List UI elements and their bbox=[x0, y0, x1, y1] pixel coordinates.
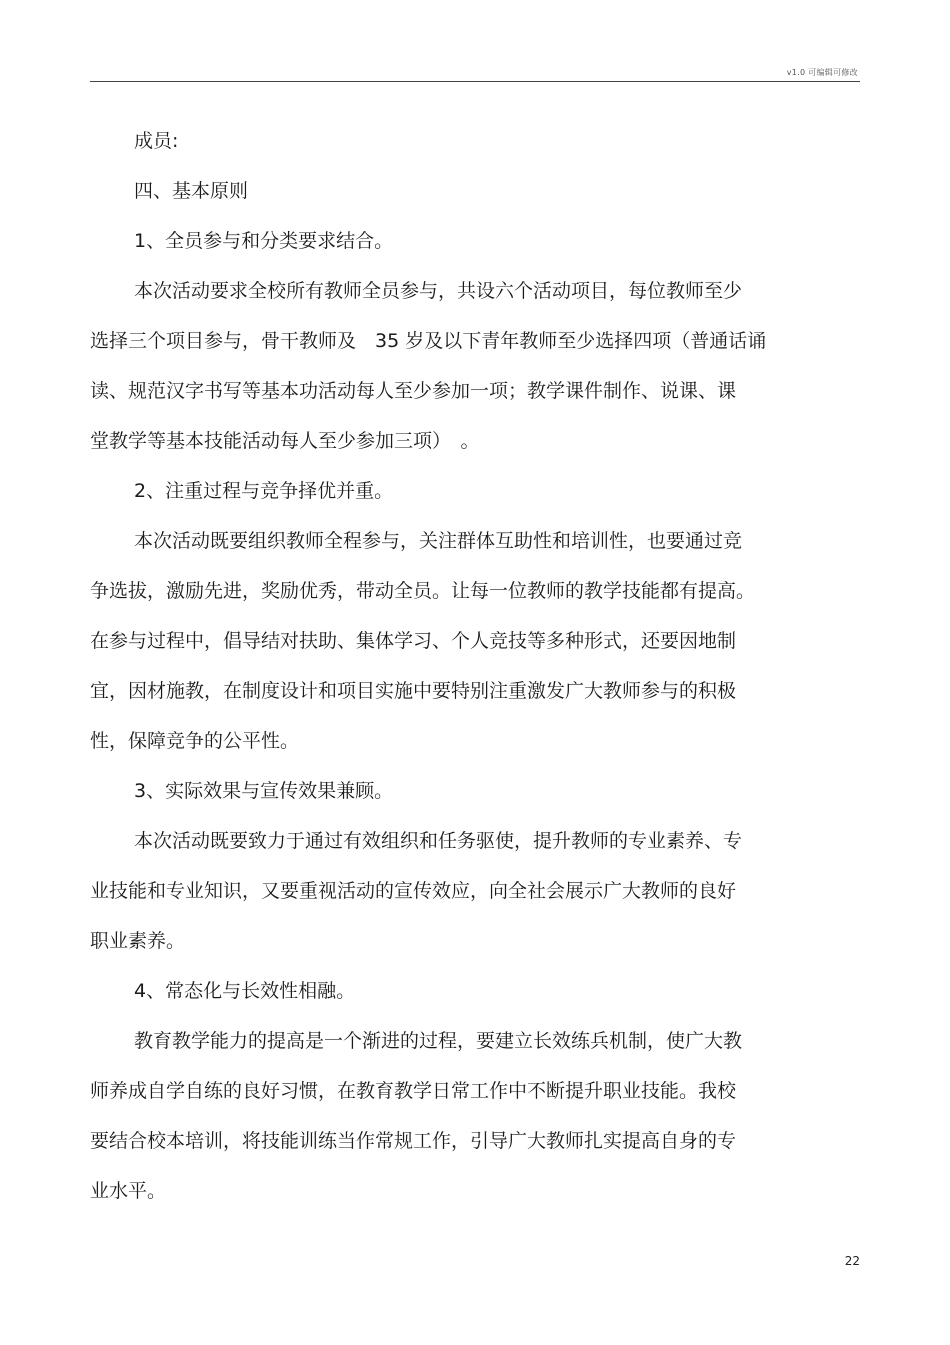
page-number: 22 bbox=[844, 1254, 860, 1268]
paragraph-line: 读、规范汉字书写等基本功活动每人至少参加一项；教学课件制作、说课、课 bbox=[90, 380, 737, 402]
principle-heading: 2、注重过程与竞争择优并重。 bbox=[134, 480, 394, 502]
paragraph-line: 争选拔，激励先进，奖励优秀，带动全员。让每一位教师的教学技能都有提高。 bbox=[90, 580, 756, 602]
paragraph-line: 师养成自学自练的良好习惯，在教育教学日常工作中不断提升职业技能。我校 bbox=[90, 1080, 737, 1102]
principle-heading: 3、实际效果与宣传效果兼顾。 bbox=[134, 780, 394, 802]
paragraph-line: 堂教学等基本技能活动每人至少参加三项） 。 bbox=[90, 430, 480, 452]
paragraph-line: 本次活动既要致力于通过有效组织和任务驱使，提升教师的专业素养、专 bbox=[134, 830, 743, 852]
paragraph-line: 要结合校本培训，将技能训练当作常规工作，引导广大教师扎实提高自身的专 bbox=[90, 1130, 737, 1152]
paragraph-line: 性，保障竞争的公平性。 bbox=[90, 730, 300, 752]
section-heading: 四、基本原则 bbox=[134, 180, 249, 202]
paragraph-line: 职业素养。 bbox=[90, 930, 186, 952]
paragraph-line: 在参与过程中，倡导结对扶助、集体学习、个人竞技等多种形式，还要因地制 bbox=[90, 630, 737, 652]
paragraph-line: 业技能和专业知识，又要重视活动的宣传效应，向全社会展示广大教师的良好 bbox=[90, 880, 737, 902]
paragraph-line: 教育教学能力的提高是一个渐进的过程，要建立长效练兵机制，使广大教 bbox=[134, 1030, 743, 1052]
paragraph-line: 本次活动既要组织教师全程参与，关注群体互助性和培训性，也要通过竞 bbox=[134, 530, 743, 552]
paragraph-line: 选择三个项目参与，骨干教师及 35 岁及以下青年教师至少选择四项（普通话诵 bbox=[90, 330, 767, 352]
paragraph-line: 业水平。 bbox=[90, 1180, 167, 1202]
paragraph-line: 宜，因材施教，在制度设计和项目实施中要特别注重激发广大教师参与的积极 bbox=[90, 680, 737, 702]
principle-heading: 4、常态化与长效性相融。 bbox=[134, 980, 356, 1002]
header-divider bbox=[90, 81, 860, 82]
version-note: v1.0 可编辑可修改 bbox=[786, 68, 858, 77]
document-body bbox=[90, 116, 850, 1216]
paragraph-line: 本次活动要求全校所有教师全员参与，共设六个活动项目，每位教师至少 bbox=[134, 280, 743, 302]
principle-heading: 1、全员参与和分类要求结合。 bbox=[134, 230, 394, 252]
paragraph-line: 成员: bbox=[134, 130, 179, 152]
